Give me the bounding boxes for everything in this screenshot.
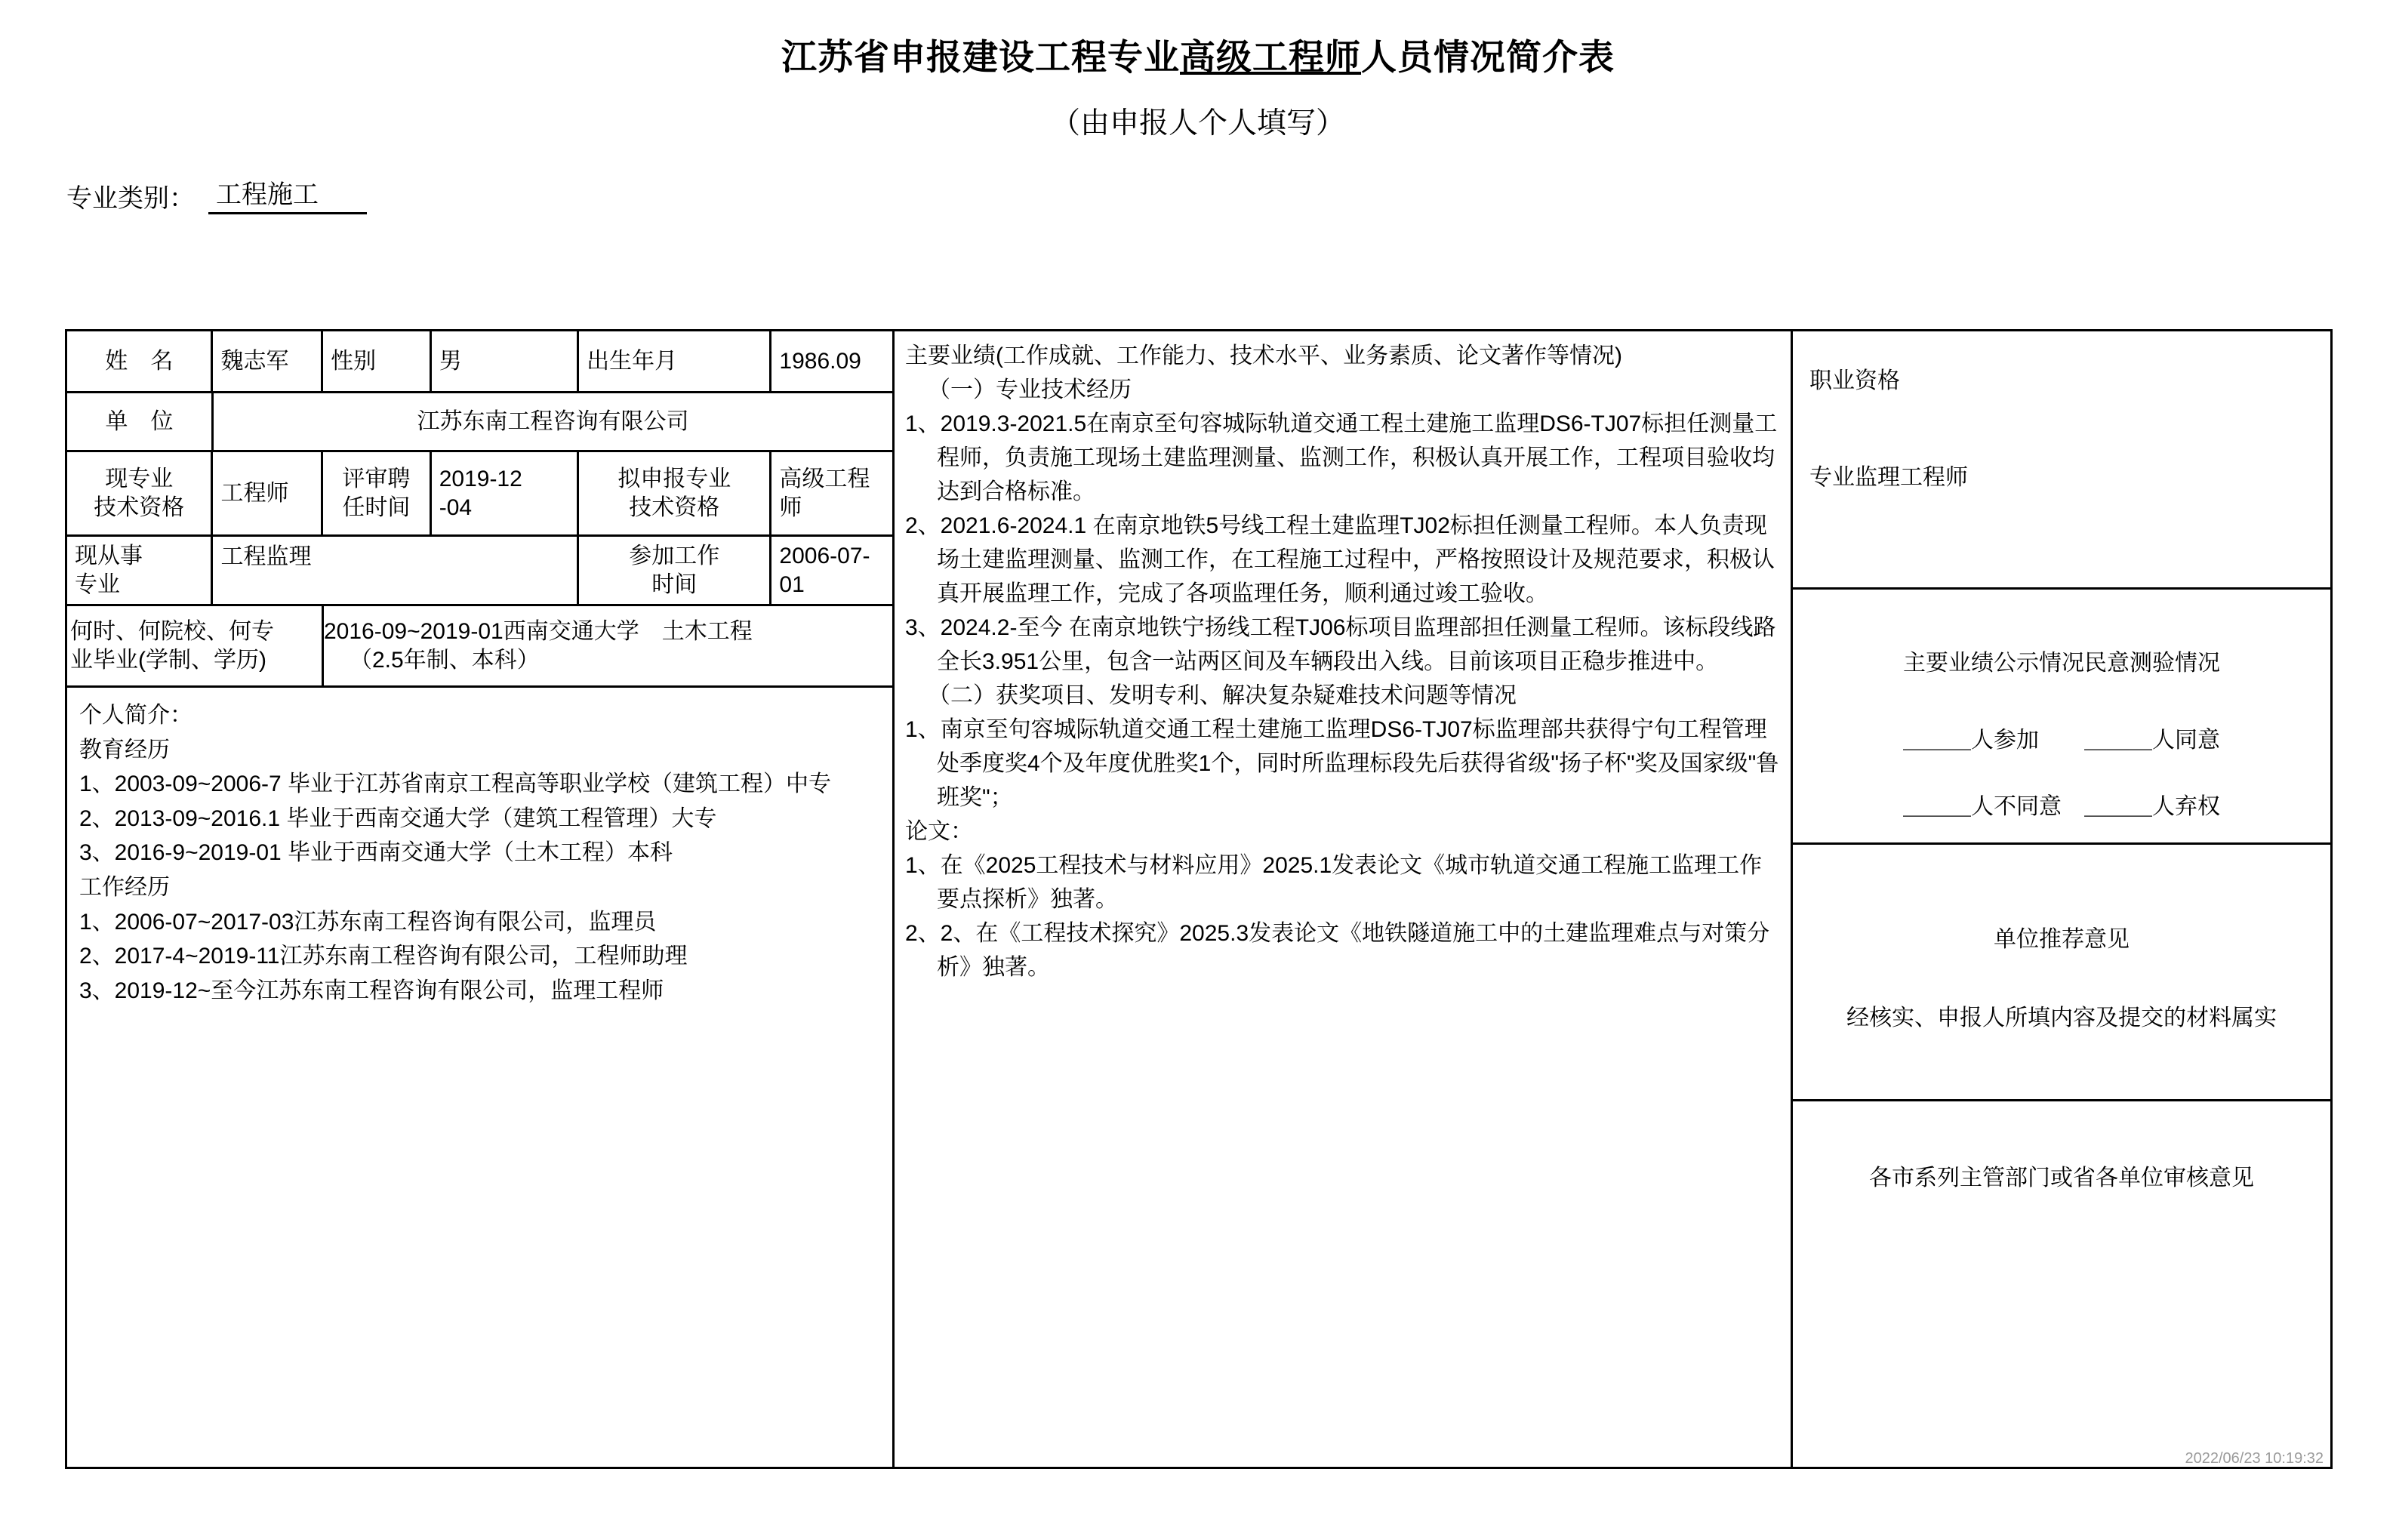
eval-time-value: 2019-12 -04	[432, 452, 579, 534]
bio-work-item: 1、2006-07~2017-03江苏东南工程咨询有限公司，监理员	[79, 909, 657, 935]
current-title-value: 工程师	[213, 452, 323, 534]
bio-edu-heading: 教育经历	[79, 737, 170, 762]
papers-item: 1、在《2025工程技术与材料应用》2025.1发表论文《城市轨道交通工程施工监理工作要点探析》独著。	[905, 853, 1763, 912]
current-title-label: 现专业 技术资格	[67, 452, 213, 534]
name-value: 魏志军	[213, 331, 323, 391]
main-table	[65, 329, 2333, 1469]
left-column	[67, 331, 895, 1467]
qualification-value: 专业监理工程师	[1809, 465, 1968, 490]
field-value: 工程监理	[213, 537, 579, 604]
achievements-section2-title: （二）获奖项目、发明专利、解决复杂疑难技术问题等情况	[928, 683, 1517, 708]
sex-label: 性别	[323, 331, 432, 391]
table-row-unit	[67, 393, 892, 452]
category-row	[66, 174, 2396, 214]
unit-label: 单 位	[67, 393, 214, 450]
eval-time-label: 评审聘 任时间	[323, 452, 432, 534]
sex-value: 男	[432, 331, 579, 391]
achievements-section1-item: 3、2024.2-至今 在南京地铁宁扬线工程TJ06标项目监理部担任测量工程师。该标段线路全长3.951公里，包含一站两区间及车辆段出入线。目前该项目正稳步推进中。	[905, 615, 1776, 674]
personal-bio-cell	[67, 688, 892, 1467]
unit-opinion-title: 单位推荐意见	[1994, 927, 2130, 952]
bio-work-item: 2、2017-4~2019-11江苏东南工程咨询有限公司，工程师助理	[79, 944, 688, 969]
timestamp: 2022/06/23 10:19:32	[2185, 1450, 2324, 1467]
page-title-pre: 江苏省申报建设工程专业	[781, 37, 1180, 77]
table-row-graduation	[67, 606, 892, 688]
achievements-section1-item: 2、2021.6-2024.1 在南京地铁5号线工程土建监理TJ02标担任测量工程师。本人负责现场土建监理测量、监测工作，在工程施工过程中，严格按照设计及规范要求，积极认真开展监理工作，完成了各项监理任务，顺利通过竣工验收。	[905, 513, 1775, 606]
achievements-heading: 主要业绩(工作成就、工作能力、技术水平、业务素质、论文著作等情况)	[905, 343, 1622, 368]
apply-title-label: 拟申报专业 技术资格	[579, 452, 771, 534]
birth-label: 出生年月	[579, 331, 771, 391]
bio-work-item: 3、2019-12~至今江苏东南工程咨询有限公司，监理工程师	[79, 978, 664, 1003]
right-column	[1793, 331, 2330, 1467]
unit-opinion-text: 经核实、申报人所填内容及提交的材料属实	[1846, 1006, 2277, 1030]
unit-value: 江苏东南工程咨询有限公司	[417, 408, 689, 434]
bio-edu-item: 3、2016-9~2019-01 毕业于西南交通大学（土木工程）本科	[79, 840, 673, 866]
page-title	[0, 36, 2396, 79]
publicity-line-1: ＿＿＿人参加 ＿＿＿人同意	[1903, 728, 2220, 753]
achievements-cell	[895, 331, 1791, 984]
unit-opinion-box	[1793, 845, 2330, 1101]
page-title-underlined: 高级工程师	[1180, 37, 1361, 77]
bio-edu-item: 1、2003-09~2006-7 毕业于江苏省南京工程高等职业学校（建筑工程）中专	[79, 772, 832, 797]
qualification-label: 职业资格	[1809, 368, 1900, 393]
document-page	[0, 36, 2396, 1540]
publicity-title: 主要业绩公示情况民意测验情况	[1903, 651, 2220, 676]
category-label: 专业类别：	[66, 184, 195, 214]
birth-value: 1986.09	[779, 348, 861, 374]
achievements-section1-title: （一）专业技术经历	[928, 377, 1132, 402]
work-start-label: 参加工作 时间	[579, 537, 771, 604]
apply-title-value: 高级工程 师	[779, 467, 870, 520]
review-opinion-title: 各市系列主管部门或省各单位审核意见	[1869, 1166, 2254, 1190]
page-subtitle: （由申报人个人填写）	[1050, 107, 1345, 140]
category-value: 工程施工	[208, 174, 367, 214]
work-start-value: 2006-07- 01	[779, 544, 870, 597]
table-row-titles	[67, 452, 892, 537]
achievements-section2-item: 1、南京至句容城际轨道交通工程土建施工监理DS6-TJ07标监理部共获得宁句工程管理处季度奖4个及年度优胜奖1个，同时所监理标段先后获得省级"扬子杯"奖及国家级"鲁班奖"；	[905, 717, 1779, 810]
publicity-box	[1793, 590, 2330, 845]
graduation-value: 2016-09~2019-01西南交通大学 土木工程 （2.5年制、本科）	[324, 619, 753, 673]
bio-work-heading: 工作经历	[79, 874, 170, 900]
review-opinion-box	[1793, 1101, 2330, 1467]
publicity-line-2: ＿＿＿人不同意 ＿＿＿人弃权	[1903, 794, 2220, 819]
table-row-field	[67, 537, 892, 606]
bio-edu-item: 2、2013-09~2016.1 毕业于西南交通大学（建筑工程管理）大专	[79, 805, 717, 831]
field-label: 现从事 专业	[67, 537, 213, 604]
graduation-label: 何时、何院校、何专 业毕业(学制、学历)	[67, 606, 324, 685]
papers-title: 论文：	[905, 819, 973, 844]
achievements-section1-item: 1、2019.3-2021.5在南京至句容城际轨道交通工程土建施工监理DS6-TJ07标担任测量工程师，负责施工现场土建监理测量、监测工作，积极认真开展工作，工程项目验收均达到合格标准。	[905, 411, 1778, 504]
name-label: 姓 名	[67, 331, 213, 391]
achievements-column	[895, 331, 1793, 1467]
qualification-box	[1793, 331, 2330, 590]
page-title-post: 人员情况简介表	[1361, 37, 1615, 77]
table-row-basic-1	[67, 331, 892, 393]
bio-heading: 个人简介：	[79, 703, 192, 728]
papers-item: 2、2、在《工程技术探究》2025.3发表论文《地铁隧道施工中的土建监理难点与对策分析》独著。	[905, 921, 1770, 980]
